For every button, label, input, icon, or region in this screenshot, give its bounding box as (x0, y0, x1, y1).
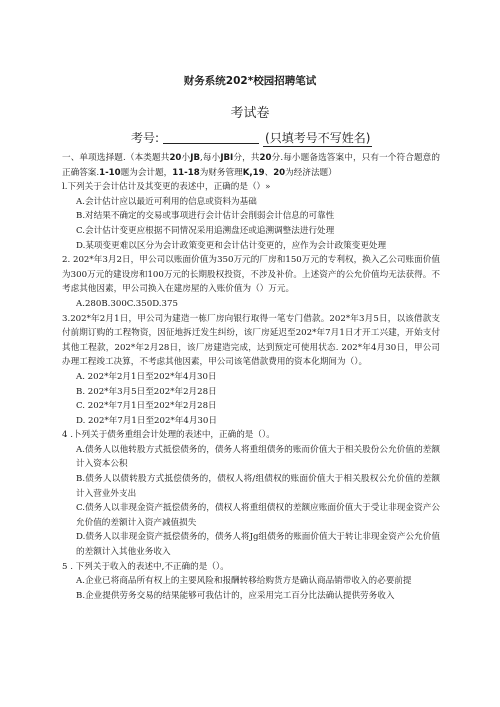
answer-option[interactable]: A.企业已将商品所有权上的主要风险和报酬转移给购货方是确认商品销带收入的必要前提 (76, 576, 412, 587)
answer-option[interactable]: D.债务人以非现金资产抵偿债务的，债务人将Jg组债务的账面价值大于转让非现金资产公允价值的差额计入其他业务收入 (76, 532, 440, 558)
answer-option[interactable]: D. 202*年7月1日至202*年4月30日 (76, 415, 217, 426)
answer-option[interactable]: C.债务人以非现金资产抵偿债务的，债权人将重组债权的差额应账面价值大于受让非现金资产公允价值的差额计入资产减值损失 (76, 503, 440, 528)
exam-number-blank[interactable] (163, 131, 259, 144)
question-item (62, 428, 440, 559)
answer-option[interactable]: D.某项变更难以区分为会计政策变更和会计估计变更的，应作为会计政策变更处理 (76, 240, 387, 251)
question-item (62, 312, 440, 429)
instructions-text: 11-18 (172, 167, 200, 178)
question-list (62, 180, 440, 603)
question-item (62, 253, 440, 311)
question-stem: 5 . 下列关于收入的表述中,不正确的是（）。 (62, 561, 229, 572)
question-stem: 3.202*年2月1日，甲公司为建造一栋厂房向银行取得一笔专门借款。202*年3月5日，以该借款支付前期订购的工程物资，因征地拆迁发生纠纷，该厂房延迟至202*年7月1日才开工兴建，开始支付其他工程款，202*年2月28日，该厂房建造完成，达到预定可使用状态. 202*年4月30日，甲公司办理工程竣工决算，不考虑其他因素，甲公司该笔借款费用的资本化期间为（）。 (62, 313, 440, 368)
answer-option[interactable]: A. 202*年2月1日至202*年4月30日 (76, 371, 217, 382)
question-stem: 2. 202*年3月2日，甲公司以账面价值为350万元的厂房和150万元的专利权，换入乙公司账面价值为300万元的建设房和100万元的长期股权投资，不涉及补价。上述资产的公允价值均无法获得。不考虑其他因素，甲公司换入在建房屋的入账价值为（）万元。 (62, 255, 440, 295)
instructions-text: JBI (220, 153, 234, 163)
answer-option[interactable]: A.债务人以他转股方式抵偿债务的，债务人将重组债务的账而价值大于相关股份公允价值的差额计入资本公积 (76, 444, 440, 470)
instructions-text: 1-10 (99, 167, 121, 178)
instructions-text: K,19 (242, 167, 265, 178)
answer-option[interactable]: B.债务人以债转股方式抵偿债务的，债权人将/组债权的账面价值大于相关股权公允价值的差额计入营业外支出 (76, 474, 440, 499)
instructions-text: 分.每小题备选答案中，只有一个符合题意的正确答案. (62, 153, 440, 178)
answer-option[interactable]: C. 202*年7月1日至202*年2月28日 (76, 401, 217, 412)
answer-option[interactable]: B.对结果不确定的交易或事项进行会计估计会削弱会计信息的可靠性 (76, 211, 335, 222)
instructions-text: 、 (264, 167, 274, 178)
section-instructions (62, 151, 440, 180)
exam-title: 财务系统202*校园招聘笔试 (183, 75, 317, 87)
exam-number-field[interactable] (131, 129, 372, 147)
question-stem: 4 .卜列关于债务重组会计处理的表述中，正确的是（）。 (62, 430, 275, 441)
answer-option[interactable]: A.280B.300C.350D.375 (76, 298, 178, 309)
instructions-text: 一、单项选择题.（本类题共 (62, 153, 170, 163)
answer-option[interactable]: A.会计估计应以最近可利用的信息或资料为基础 (76, 196, 257, 207)
exam-body (62, 151, 440, 603)
answer-option[interactable]: B.企业提供劳务交易的结果能够可我估计的，应采用完工百分比法确认提供劳务收入 (76, 590, 395, 601)
instructions-text: ,每小 (200, 153, 221, 163)
instructions-text: 分，共 (233, 153, 260, 163)
question-item (62, 180, 440, 253)
instructions-text: 20 (169, 153, 182, 163)
exam-number-label: 考号: (131, 131, 160, 145)
instructions-text: 20 (273, 167, 286, 178)
exam-number-note: (只填考号不写姓名) (265, 131, 371, 145)
instructions-text: 20 (259, 153, 272, 163)
answer-option[interactable]: C.会计估计变更应根据不同情况采用追溯盘还或追溯调整法进行处理 (76, 225, 335, 236)
instructions-text: 为财务管理 (199, 167, 243, 178)
instructions-text: JB (190, 153, 201, 163)
exam-subtitle: 考试卷 (230, 106, 270, 121)
instructions-text: 题为会计题， (120, 167, 173, 178)
question-item (62, 560, 440, 604)
answer-option[interactable]: B. 202*年3月5日至202*年2月28日 (76, 386, 217, 397)
instructions-text: 小 (181, 153, 191, 163)
instructions-text: 为经济法题） (285, 167, 337, 178)
question-stem: l.下列关于会计估计及其变更的表述中，正确的是（）» (62, 182, 271, 193)
